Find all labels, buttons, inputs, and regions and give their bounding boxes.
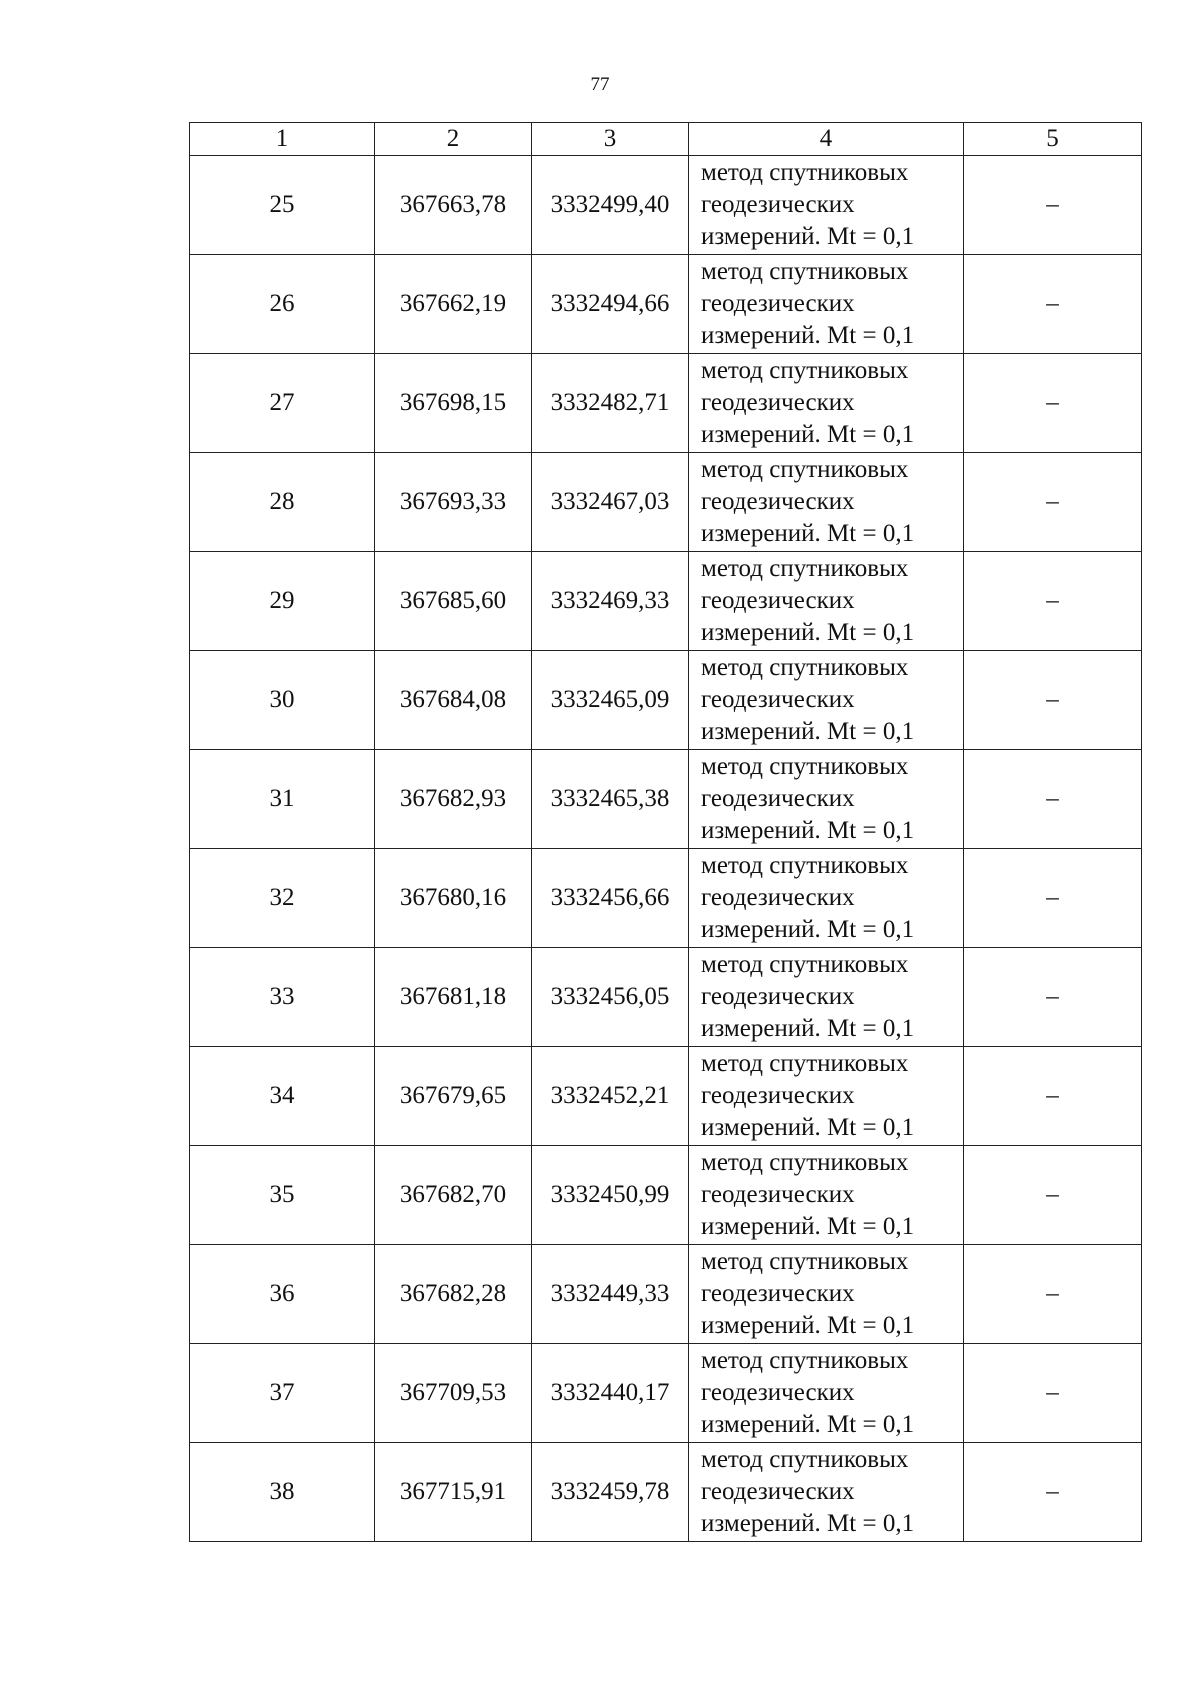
method-line: метод спутниковых [701, 357, 909, 384]
method-line: измерений. Mt = 0,1 [701, 1213, 915, 1240]
method-line: измерений. Mt = 0,1 [701, 817, 915, 844]
note-cell: – [964, 651, 1142, 750]
method-line: метод спутниковых [701, 159, 909, 186]
method-cell [689, 1245, 964, 1344]
point-number-cell: 29 [190, 552, 375, 651]
note-cell: – [964, 354, 1142, 453]
x-coordinate-cell: 367680,16 [375, 849, 532, 948]
method-line: геодезических [701, 587, 855, 614]
table-row [190, 1344, 1142, 1443]
method-line: метод спутниковых [701, 456, 909, 483]
method-cell [689, 156, 964, 255]
table-row [190, 948, 1142, 1047]
table-row [190, 354, 1142, 453]
method-cell [689, 849, 964, 948]
method-line: метод спутниковых [701, 852, 909, 879]
method-line: измерений. Mt = 0,1 [701, 1411, 915, 1438]
note-cell: – [964, 849, 1142, 948]
table-row [190, 1245, 1142, 1344]
method-cell [689, 750, 964, 849]
y-coordinate-cell: 3332459,78 [532, 1443, 689, 1542]
method-cell [689, 354, 964, 453]
x-coordinate-cell: 367682,28 [375, 1245, 532, 1344]
note-cell: – [964, 1047, 1142, 1146]
method-cell [689, 255, 964, 354]
method-line: геодезических [701, 785, 855, 812]
y-coordinate-cell: 3332456,05 [532, 948, 689, 1047]
note-cell: – [964, 453, 1142, 552]
header-cell-4: 4 [689, 123, 964, 156]
method-cell [689, 1344, 964, 1443]
header-cell-1: 1 [190, 123, 375, 156]
table-row [190, 1146, 1142, 1245]
y-coordinate-cell: 3332499,40 [532, 156, 689, 255]
y-coordinate-cell: 3332452,21 [532, 1047, 689, 1146]
table-row [190, 552, 1142, 651]
point-number-cell: 35 [190, 1146, 375, 1245]
x-coordinate-cell: 367682,93 [375, 750, 532, 849]
header-cell-3: 3 [532, 123, 689, 156]
table-row [190, 1047, 1142, 1146]
note-cell: – [964, 948, 1142, 1047]
method-line: метод спутниковых [701, 258, 909, 285]
method-line: измерений. Mt = 0,1 [701, 1015, 915, 1042]
table-row [190, 255, 1142, 354]
note-cell: – [964, 1245, 1142, 1344]
table-row [190, 849, 1142, 948]
x-coordinate-cell: 367698,15 [375, 354, 532, 453]
method-line: измерений. Mt = 0,1 [701, 520, 915, 547]
method-line: геодезических [701, 884, 855, 911]
method-cell [689, 651, 964, 750]
method-line: метод спутниковых [701, 1050, 909, 1077]
x-coordinate-cell: 367681,18 [375, 948, 532, 1047]
method-line: измерений. Mt = 0,1 [701, 916, 915, 943]
method-line: метод спутниковых [701, 555, 909, 582]
method-line: геодезических [701, 1181, 855, 1208]
y-coordinate-cell: 3332449,33 [532, 1245, 689, 1344]
note-cell: – [964, 750, 1142, 849]
method-line: метод спутниковых [701, 753, 909, 780]
header-cell-2: 2 [375, 123, 532, 156]
method-line: геодезических [701, 1379, 855, 1406]
point-number-cell: 27 [190, 354, 375, 453]
method-line: измерений. Mt = 0,1 [701, 421, 915, 448]
note-cell: – [964, 156, 1142, 255]
method-line: измерений. Mt = 0,1 [701, 1510, 915, 1537]
method-line: геодезических [701, 1478, 855, 1505]
y-coordinate-cell: 3332465,38 [532, 750, 689, 849]
method-cell [689, 552, 964, 651]
method-line: измерений. Mt = 0,1 [701, 223, 915, 250]
point-number-cell: 28 [190, 453, 375, 552]
table-row [190, 750, 1142, 849]
y-coordinate-cell: 3332482,71 [532, 354, 689, 453]
table-row [190, 651, 1142, 750]
point-number-cell: 38 [190, 1443, 375, 1542]
method-cell [689, 453, 964, 552]
note-cell: – [964, 1344, 1142, 1443]
x-coordinate-cell: 367715,91 [375, 1443, 532, 1542]
note-cell: – [964, 1443, 1142, 1542]
header-cell-5: 5 [964, 123, 1142, 156]
point-number-cell: 26 [190, 255, 375, 354]
method-line: метод спутниковых [701, 1446, 909, 1473]
page-number: 77 [590, 74, 610, 95]
x-coordinate-cell: 367663,78 [375, 156, 532, 255]
point-number-cell: 31 [190, 750, 375, 849]
point-number-cell: 30 [190, 651, 375, 750]
y-coordinate-cell: 3332450,99 [532, 1146, 689, 1245]
method-line: измерений. Mt = 0,1 [701, 718, 915, 745]
table-row [190, 453, 1142, 552]
point-number-cell: 36 [190, 1245, 375, 1344]
method-line: геодезических [701, 191, 855, 218]
note-cell: – [964, 255, 1142, 354]
y-coordinate-cell: 3332456,66 [532, 849, 689, 948]
method-line: геодезических [701, 488, 855, 515]
x-coordinate-cell: 367679,65 [375, 1047, 532, 1146]
point-number-cell: 34 [190, 1047, 375, 1146]
method-line: метод спутниковых [701, 1248, 909, 1275]
method-line: измерений. Mt = 0,1 [701, 619, 915, 646]
x-coordinate-cell: 367685,60 [375, 552, 532, 651]
coordinates-table [189, 122, 1142, 1542]
method-cell [689, 1443, 964, 1542]
y-coordinate-cell: 3332469,33 [532, 552, 689, 651]
method-line: метод спутниковых [701, 951, 909, 978]
method-line: метод спутниковых [701, 654, 909, 681]
method-line: геодезических [701, 1082, 855, 1109]
method-line: геодезических [701, 983, 855, 1010]
method-line: геодезических [701, 1280, 855, 1307]
point-number-cell: 32 [190, 849, 375, 948]
point-number-cell: 25 [190, 156, 375, 255]
x-coordinate-cell: 367709,53 [375, 1344, 532, 1443]
y-coordinate-cell: 3332465,09 [532, 651, 689, 750]
method-cell [689, 948, 964, 1047]
point-number-cell: 37 [190, 1344, 375, 1443]
method-line: измерений. Mt = 0,1 [701, 1312, 915, 1339]
method-cell [689, 1047, 964, 1146]
method-line: геодезических [701, 686, 855, 713]
note-cell: – [964, 552, 1142, 651]
note-cell: – [964, 1146, 1142, 1245]
method-line: геодезических [701, 290, 855, 317]
x-coordinate-cell: 367682,70 [375, 1146, 532, 1245]
x-coordinate-cell: 367693,33 [375, 453, 532, 552]
method-line: метод спутниковых [701, 1149, 909, 1176]
table-row [190, 1443, 1142, 1542]
method-cell [689, 1146, 964, 1245]
x-coordinate-cell: 367662,19 [375, 255, 532, 354]
method-line: измерений. Mt = 0,1 [701, 1114, 915, 1141]
method-line: геодезических [701, 389, 855, 416]
y-coordinate-cell: 3332467,03 [532, 453, 689, 552]
table-row [190, 156, 1142, 255]
method-line: измерений. Mt = 0,1 [701, 322, 915, 349]
y-coordinate-cell: 3332440,17 [532, 1344, 689, 1443]
method-line: метод спутниковых [701, 1347, 909, 1374]
point-number-cell: 33 [190, 948, 375, 1047]
table-header-row [190, 123, 1142, 156]
x-coordinate-cell: 367684,08 [375, 651, 532, 750]
y-coordinate-cell: 3332494,66 [532, 255, 689, 354]
